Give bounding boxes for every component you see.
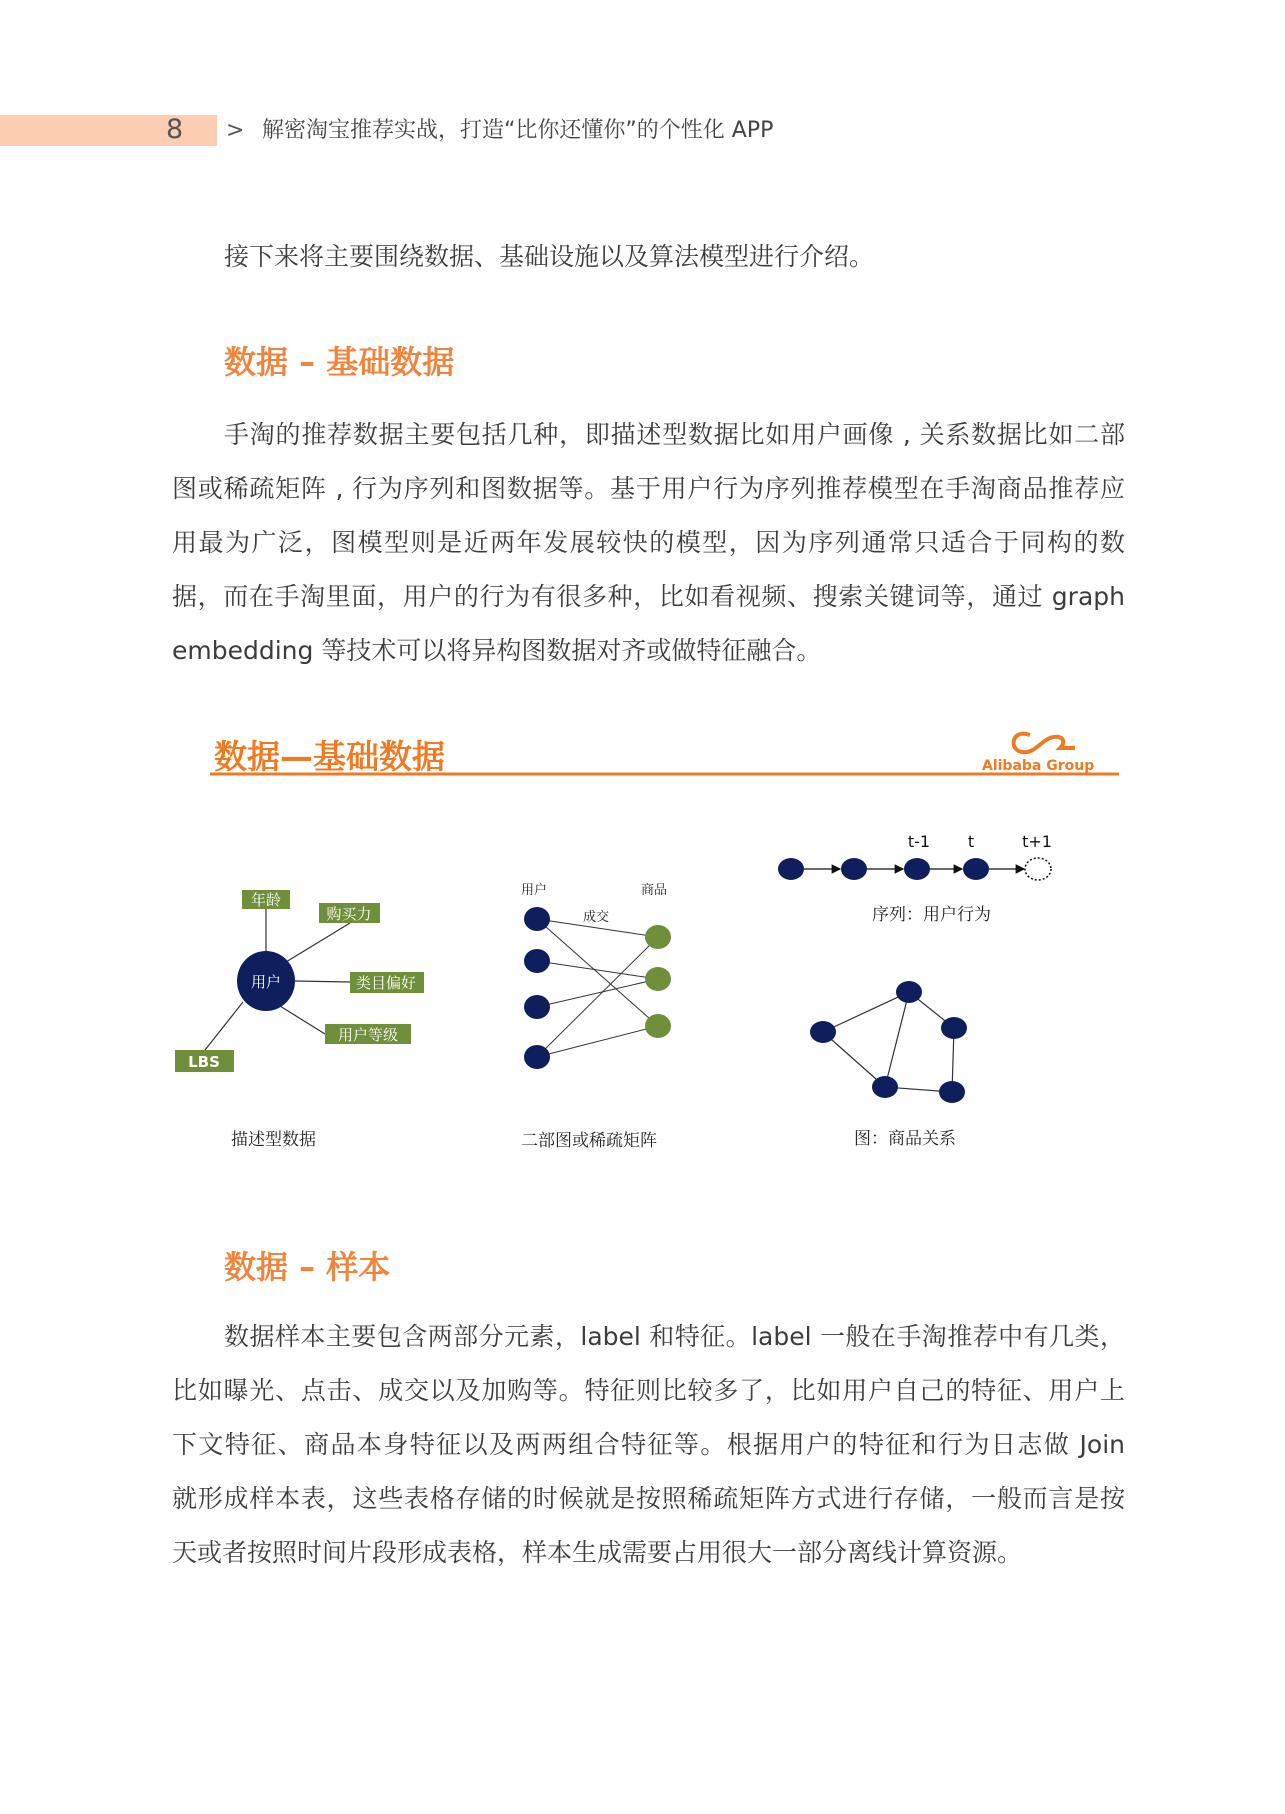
logo-text: Alibaba Group [982,758,1095,774]
future-node [1025,858,1051,880]
text-line: 比如曝光、点击、成交以及加购等。特征则比较多了，比如用户自己的特征、用户上 [172,1376,1125,1405]
attribute-label: 类目偏好 [356,974,417,992]
caption-descriptive: 描述型数据 [231,1130,316,1150]
sequence-label: t [967,832,975,851]
text-line: embedding 等技术可以将异构图数据对齐或做特征融合。 [172,636,822,665]
text-line: 天或者按照时间片段形成表格，样本生成需要占用很大一部分离线计算资源。 [172,1538,1023,1567]
book-title: 解密淘宝推荐实战，打造“比你还懂你”的个性化 APP [262,118,774,143]
samples-paragraph [172,1310,1125,1580]
text-line: 下文特征、商品本身特征以及两两组合特征等。根据用户的特征和行为日志做 Join [172,1430,1125,1459]
bipartite-edge-label: 成交 [583,910,610,925]
attribute-label: 购买力 [326,905,372,923]
bipartite-user-label: 用户 [521,883,548,898]
bipartite-user-nodes [524,907,550,1069]
bipartite-item-nodes [645,925,671,1038]
section-heading-samples: 数据 – 样本 [224,1248,391,1286]
text-line: 用最为广泛，图模型则是近两年发展较快的模型，因为序列通常只适合于同构的数 [172,528,1125,557]
page-number: 8 [166,114,184,145]
user-node-label: 用户 [250,973,282,991]
bipartite-item-label: 商品 [641,883,668,898]
bipartite-edges [537,919,658,1057]
text-line: 就形成样本表，这些表格存储的时候就是按照稀疏矩阵方式进行存储，一般而言是按 [172,1484,1125,1513]
text-line: 接下来将主要围绕数据、基础设施以及算法模型进行介绍。 [224,242,875,271]
section-heading-basic-data: 数据 – 基础数据 [224,343,455,381]
text-line: 图或稀疏矩阵 , 行为序列和图数据等。基于用户行为序列推荐模型在手淘商品推荐应 [172,474,1125,503]
sequence-label: t-1 [907,832,931,851]
alibaba-logo [982,734,1094,774]
breadcrumb-separator: > [226,118,245,143]
text-line: 数据样本主要包含两部分元素，label 和特征。label 一般在手淘推荐中有几类， [224,1322,1125,1351]
caption-sequence: 序列：用户行为 [872,905,991,925]
caption-bipartite: 二部图或稀疏矩阵 [521,1131,657,1151]
caption-item-graph: 图：商品关系 [854,1129,956,1149]
sequence-label: t+1 [1022,832,1052,851]
attribute-label: 年龄 [250,891,282,909]
text-line: 据，而在手淘里面，用户的行为有很多种，比如看视频、搜索关键词等，通过 graph [172,582,1125,611]
attribute-label: LBS [188,1053,220,1071]
attribute-label: 用户等级 [337,1026,399,1044]
figure-title: 数据—基础数据 [214,737,445,776]
text-line: 手淘的推荐数据主要包括几种，即描述型数据比如用户画像 , 关系数据比如二部 [224,420,1125,449]
